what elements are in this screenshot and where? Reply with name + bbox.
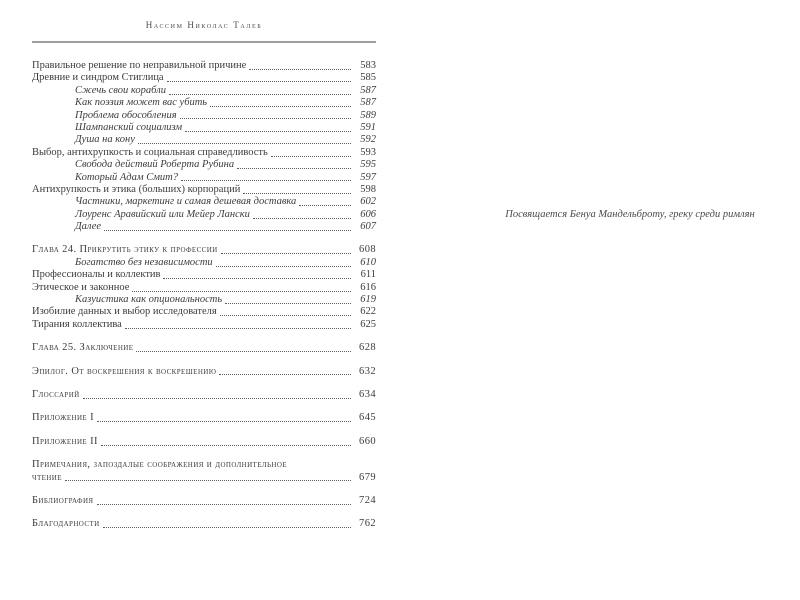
toc-entry-title: Профессионалы и коллектив xyxy=(32,269,161,281)
toc-entry-page-number: 616 xyxy=(360,281,376,293)
leader-dots xyxy=(122,319,354,331)
toc-entry-page-number: 595 xyxy=(360,159,376,171)
toc-entry-page-number: 610 xyxy=(360,256,376,268)
toc-entry-page-number: 611 xyxy=(360,269,376,281)
toc-entry-title: Примечания, запоздалые соображения и дополнительное xyxy=(32,459,287,471)
leader-dots xyxy=(94,495,354,507)
toc-entry xyxy=(32,209,376,221)
toc-entry xyxy=(32,319,376,331)
toc-entry-title: чтение xyxy=(32,471,62,483)
toc-entry xyxy=(32,436,376,448)
toc-entry-title: Свобода действий Роберта Рубина xyxy=(75,159,235,171)
toc-entry xyxy=(32,60,376,72)
toc-entry-title: Душа на кону xyxy=(75,134,135,146)
leader-dots xyxy=(268,147,354,159)
toc-entry xyxy=(32,294,376,306)
toc-entry-page-number: 602 xyxy=(360,196,376,208)
toc-entry-title: Тирания коллектива xyxy=(32,318,122,330)
toc-entry-title: Эпилог. От воскрешения к воскрешению xyxy=(32,365,217,377)
toc-entry-title: Библиография xyxy=(32,494,94,506)
toc-entry-page-number: 598 xyxy=(360,183,376,195)
toc-entry xyxy=(32,221,376,233)
toc-page xyxy=(32,20,376,531)
toc-entry xyxy=(32,134,376,146)
leader-dots xyxy=(182,122,354,134)
toc-entry xyxy=(32,196,376,208)
leader-dots xyxy=(177,110,354,122)
toc-entry-page-number: 660 xyxy=(359,435,376,447)
toc-entry xyxy=(32,366,376,378)
leader-dots xyxy=(213,257,354,269)
toc-entry xyxy=(32,306,376,318)
toc-entry-page-number: 583 xyxy=(360,60,376,71)
toc-entry-page-number: 645 xyxy=(359,412,376,424)
toc-entry xyxy=(32,72,376,84)
toc-entry-title: Правильное решение по неправильной причине xyxy=(32,60,247,71)
leader-dots xyxy=(178,172,354,184)
dedication-page xyxy=(455,0,800,600)
leader-dots xyxy=(207,97,354,109)
toc-entry-page-number: 587 xyxy=(360,84,376,96)
leader-dots xyxy=(98,436,354,448)
toc-entry-title: Глоссарий xyxy=(32,388,80,400)
toc-entry-page-number: 608 xyxy=(359,244,376,256)
toc-entry-title: Древние и синдром Стиглица xyxy=(32,72,164,84)
toc-entry-page-number: 597 xyxy=(360,171,376,183)
toc-entry xyxy=(32,172,376,184)
toc-entry xyxy=(32,110,376,122)
toc-entry-title: Казуистика как опциональность xyxy=(75,294,223,306)
leader-dots xyxy=(216,366,354,378)
leader-dots xyxy=(222,294,354,306)
toc-entry xyxy=(32,389,376,401)
toc-entry xyxy=(32,412,376,424)
toc-entry-title: Частники, маркетинг и самая дешевая доставка xyxy=(75,196,297,208)
toc-entry xyxy=(32,122,376,134)
toc-entry-title: Далее xyxy=(75,221,102,233)
toc-entry-page-number: 625 xyxy=(360,318,376,330)
toc-entry xyxy=(32,472,376,484)
leader-dots xyxy=(234,159,354,171)
toc-entry-page-number: 724 xyxy=(359,494,376,506)
toc-entry-title: Шампанский социализм xyxy=(75,121,183,133)
toc-entry xyxy=(32,257,376,269)
leader-dots xyxy=(94,412,354,424)
leader-dots xyxy=(287,459,376,471)
leader-dots xyxy=(166,85,354,97)
toc-entry-page-number: 622 xyxy=(360,306,376,318)
leader-dots xyxy=(240,184,354,196)
leader-dots xyxy=(100,518,354,530)
toc-entry-title: Антихрупкость и этика (больших) корпораций xyxy=(32,183,241,195)
toc-entry xyxy=(32,269,376,281)
toc-entry-page-number: 587 xyxy=(360,97,376,109)
toc-entry-page-number: 632 xyxy=(359,365,376,377)
toc-entry xyxy=(32,147,376,159)
leader-dots xyxy=(133,342,354,354)
toc-entry-title: Изобилие данных и выбор исследователя xyxy=(32,306,217,318)
leader-dots xyxy=(217,306,354,318)
toc-entry xyxy=(32,342,376,354)
toc-entry-title: Благодарности xyxy=(32,518,100,530)
toc-entry-title: Лоуренс Аравийский или Мейер Лански xyxy=(75,208,250,220)
toc-entry-page-number: 606 xyxy=(360,208,376,220)
leader-dots xyxy=(135,134,354,146)
toc-entry-title: Богатство без независимости xyxy=(75,256,213,268)
leader-dots xyxy=(246,60,354,72)
toc-entry-page-number: 592 xyxy=(360,134,376,146)
toc-entry-page-number: 585 xyxy=(360,72,376,84)
toc-entry-title: Глава 24. Прикрутить этику к профессии xyxy=(32,244,218,256)
leader-dots xyxy=(164,72,354,84)
toc-entry-page-number: 762 xyxy=(359,518,376,530)
toc-entry xyxy=(32,184,376,196)
toc-entry-title: Приложение I xyxy=(32,412,95,424)
header-rule xyxy=(32,41,376,43)
toc-entry-title: Этическое и законное xyxy=(32,281,130,293)
toc-entry-title: Приложение II xyxy=(32,435,98,447)
leader-dots xyxy=(101,221,354,233)
leader-dots xyxy=(160,269,354,281)
toc-entry xyxy=(32,159,376,171)
toc-entry-title: Проблема обособления xyxy=(75,109,177,121)
toc-entry xyxy=(32,282,376,294)
leader-dots xyxy=(296,196,354,208)
dedication-text: Посвящается Бенуа Мандельброту, греку среди римлян xyxy=(505,209,755,220)
leader-dots xyxy=(62,472,354,484)
running-header-author: Нассим Николас Талеб xyxy=(145,20,263,30)
toc-entry xyxy=(32,97,376,109)
leader-dots xyxy=(80,389,354,401)
leader-dots xyxy=(250,209,354,221)
toc-entry-page-number: 634 xyxy=(359,388,376,400)
toc-entry xyxy=(32,518,376,530)
toc-entry-page-number: 589 xyxy=(360,109,376,121)
leader-dots xyxy=(129,282,354,294)
toc-entry-title: Который Адам Смит? xyxy=(75,171,178,183)
toc-entry-page-number: 591 xyxy=(360,121,376,133)
toc-entry xyxy=(32,459,376,471)
toc-entry-page-number: 593 xyxy=(360,146,376,158)
toc-entry-page-number: 679 xyxy=(359,471,376,483)
table-of-contents xyxy=(32,60,376,531)
toc-entry-title: Глава 25. Заключение xyxy=(32,342,134,354)
toc-entry-page-number: 607 xyxy=(360,221,376,233)
toc-entry-title: Выбор, антихрупкость и социальная справедливость xyxy=(32,146,268,158)
toc-entry xyxy=(32,495,376,507)
toc-entry-title: Как поэзия может вас убить xyxy=(75,97,208,109)
toc-entry xyxy=(32,244,376,256)
toc-entry xyxy=(32,85,376,97)
toc-entry-page-number: 619 xyxy=(360,294,376,306)
leader-dots xyxy=(218,244,354,256)
toc-entry-page-number: 628 xyxy=(359,342,376,354)
toc-entry-title: Сжечь свои корабли xyxy=(75,84,166,96)
